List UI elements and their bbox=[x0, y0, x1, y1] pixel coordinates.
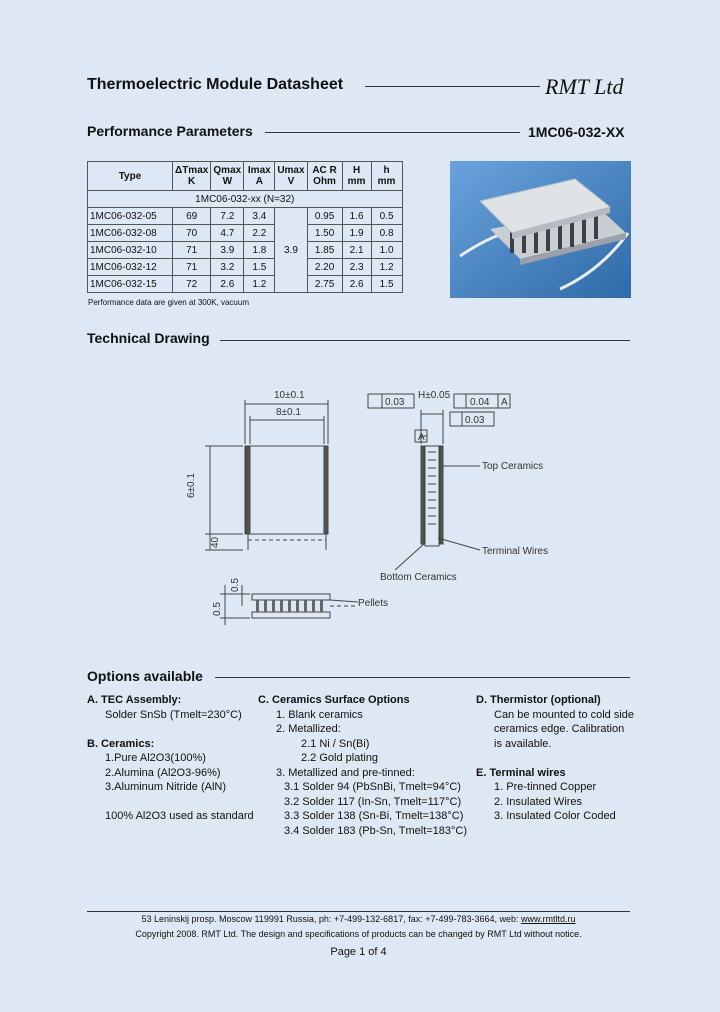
cell-H: 1.6 bbox=[342, 208, 371, 225]
option-item: 2.Alumina (Al2O3-96%) bbox=[105, 766, 221, 779]
technical-drawing bbox=[180, 380, 560, 630]
cell-dt: 71 bbox=[173, 259, 211, 276]
option-item: ceramics edge. Calibration bbox=[494, 723, 625, 735]
cell-type: 1MC06-032-10 bbox=[88, 242, 173, 259]
option-item: 1. Blank ceramics bbox=[276, 708, 363, 721]
option-item: 3. Insulated Color Coded bbox=[494, 810, 616, 822]
cell-i: 1.8 bbox=[244, 242, 275, 259]
cell-dt: 69 bbox=[173, 208, 211, 225]
option-item: 1.Pure Al2O3(100%) bbox=[105, 752, 206, 764]
dim-h: H±0.05 bbox=[418, 390, 451, 401]
col-type: Type bbox=[88, 162, 173, 191]
option-item: 2.2 Gold plating bbox=[301, 752, 379, 764]
dim-width-outer: 10±0.1 bbox=[274, 390, 305, 401]
header-rule bbox=[365, 86, 540, 87]
brand-logo: RMT Ltd bbox=[545, 74, 624, 99]
option-item bbox=[87, 795, 257, 810]
model-number: 1MC06-032-XX bbox=[528, 124, 625, 140]
document-title: Thermoelectric Module Datasheet bbox=[87, 76, 344, 93]
option-item: 3.Aluminum Nitride (AlN) bbox=[105, 781, 227, 793]
cell-h: 1.0 bbox=[371, 242, 402, 259]
cell-umax: 3.9 bbox=[275, 208, 307, 293]
cell-type: 1MC06-032-05 bbox=[88, 208, 173, 225]
option-item bbox=[476, 751, 636, 766]
option-heading: B. Ceramics: bbox=[87, 737, 155, 750]
option-item: 3. Metallized and pre-tinned: bbox=[276, 766, 415, 779]
cell-acr: 1.50 bbox=[307, 225, 342, 242]
tol-par: 0.04 bbox=[470, 397, 490, 408]
cell-H: 2.6 bbox=[342, 276, 371, 293]
cell-type: 1MC06-032-08 bbox=[88, 225, 173, 242]
cell-i: 3.4 bbox=[244, 208, 275, 225]
tol-flat1: 0.03 bbox=[385, 397, 405, 408]
table-group-row bbox=[88, 191, 403, 208]
dim-height: 6±0.1 bbox=[186, 473, 197, 498]
col-qmax: Qmax W bbox=[211, 162, 244, 191]
option-item: 3.4 Solder 183 (Pb-Sn, Tmelt=183°C) bbox=[284, 824, 468, 837]
cell-q: 2.6 bbox=[211, 276, 244, 293]
cell-q: 7.2 bbox=[211, 208, 244, 225]
col-imax: Imax A bbox=[244, 162, 275, 191]
option-heading: A. TEC Assembly: bbox=[87, 694, 182, 706]
footer-copyright: Copyright 2008. RMT Ltd. The design and specifications of products can be changed by RMT Ltd without notice. bbox=[135, 929, 582, 939]
option-item: 1. Pre-tinned Copper bbox=[494, 781, 597, 793]
dim-thickness-b: 0.5 bbox=[230, 578, 241, 592]
performance-rule bbox=[265, 132, 520, 133]
performance-section-title: Performance Parameters bbox=[87, 123, 253, 139]
cell-dt: 72 bbox=[173, 276, 211, 293]
table-row bbox=[88, 259, 403, 276]
option-item: Solder SnSb (Tmelt=230°C) bbox=[105, 708, 242, 721]
cell-q: 4.7 bbox=[211, 225, 244, 242]
option-item: 2. Metallized: bbox=[276, 723, 341, 735]
cell-dt: 71 bbox=[173, 242, 211, 259]
drawing-rule bbox=[220, 340, 630, 341]
label-terminal-wires: Terminal Wires bbox=[482, 546, 549, 557]
cell-type: 1MC06-032-15 bbox=[88, 276, 173, 293]
datum-ref: A bbox=[418, 432, 425, 443]
col-dtmax: ΔTmax K bbox=[173, 162, 211, 191]
group-label: 1MC06-032-xx (N=32) bbox=[88, 191, 403, 208]
option-heading: C. Ceramics Surface Options bbox=[258, 694, 410, 706]
cell-i: 2.2 bbox=[244, 225, 275, 242]
cell-h: 1.5 bbox=[371, 276, 402, 293]
options-col-d bbox=[476, 693, 636, 824]
option-item: 2.1 Ni / Sn(Bi) bbox=[301, 737, 370, 750]
option-item: is available. bbox=[494, 737, 552, 750]
footer-address bbox=[87, 914, 630, 924]
cell-h: 0.8 bbox=[371, 225, 402, 242]
option-item: 3.1 Solder 94 (PbSnBi, Tmelt=94°C) bbox=[284, 781, 461, 793]
cell-acr: 2.75 bbox=[307, 276, 342, 293]
drawing-section-title: Technical Drawing bbox=[87, 330, 210, 346]
cell-h: 1.2 bbox=[371, 259, 402, 276]
tol-flat2: 0.03 bbox=[465, 415, 485, 426]
cell-acr: 2.20 bbox=[307, 259, 342, 276]
cell-acr: 1.85 bbox=[307, 242, 342, 259]
dim-width-inner: 8±0.1 bbox=[276, 407, 301, 418]
dim-thickness: 0.5 bbox=[212, 602, 223, 616]
cell-q: 3.9 bbox=[211, 242, 244, 259]
option-item: 100% Al2O3 used as standard bbox=[105, 810, 254, 822]
tol-par-ref: A bbox=[501, 397, 508, 408]
cell-h: 0.5 bbox=[371, 208, 402, 225]
col-h: h mm bbox=[371, 162, 402, 191]
option-heading: E. Terminal wires bbox=[476, 766, 566, 779]
product-photo bbox=[450, 161, 631, 298]
options-col-a bbox=[87, 693, 257, 824]
table-row bbox=[88, 208, 403, 225]
cell-acr: 0.95 bbox=[307, 208, 342, 225]
label-bottom-ceramics: Bottom Ceramics bbox=[380, 572, 457, 583]
option-item: 2. Insulated Wires bbox=[494, 795, 583, 808]
col-umax: Umax V bbox=[275, 162, 307, 191]
options-section-title: Options available bbox=[87, 668, 203, 684]
cell-H: 1.9 bbox=[342, 225, 371, 242]
cell-H: 2.3 bbox=[342, 259, 371, 276]
website-link[interactable]: www.rmtltd.ru bbox=[521, 914, 576, 924]
cell-i: 1.2 bbox=[244, 276, 275, 293]
label-top-ceramics: Top Ceramics bbox=[482, 461, 544, 472]
options-col-c bbox=[258, 693, 478, 838]
cell-type: 1MC06-032-12 bbox=[88, 259, 173, 276]
cell-H: 2.1 bbox=[342, 242, 371, 259]
option-item: 3.2 Solder 117 (In-Sn, Tmelt=117°C) bbox=[284, 795, 462, 808]
table-row bbox=[88, 276, 403, 293]
performance-table bbox=[87, 161, 403, 293]
footer-rule bbox=[87, 911, 630, 912]
option-item bbox=[87, 722, 257, 737]
address-text: 53 Leninskij prosp. Moscow 119991 Russia, ph: +7-499-132-6817, fax: +7-499-783-3664, web: bbox=[141, 914, 522, 924]
module-front-outline bbox=[245, 446, 328, 534]
cell-dt: 70 bbox=[173, 225, 211, 242]
table-header-row bbox=[88, 162, 403, 191]
option-heading: D. Thermistor (optional) bbox=[476, 694, 601, 706]
cell-q: 3.2 bbox=[211, 259, 244, 276]
option-item: Can be mounted to cold side bbox=[494, 708, 635, 721]
table-row bbox=[88, 225, 403, 242]
page-number: Page 1 of 4 bbox=[330, 946, 387, 958]
performance-note: Performance data are given at 300K, vacuum bbox=[88, 298, 249, 307]
table-row bbox=[88, 242, 403, 259]
dim-lead: 40 bbox=[210, 536, 221, 548]
col-H: H mm bbox=[342, 162, 371, 191]
option-item: 3.3 Solder 138 (Sn-Bi, Tmelt=138°C) bbox=[284, 810, 464, 822]
cell-i: 1.5 bbox=[244, 259, 275, 276]
options-rule bbox=[215, 677, 630, 678]
label-pellets: Pellets bbox=[358, 598, 389, 609]
col-acr: AC R Ohm bbox=[307, 162, 342, 191]
